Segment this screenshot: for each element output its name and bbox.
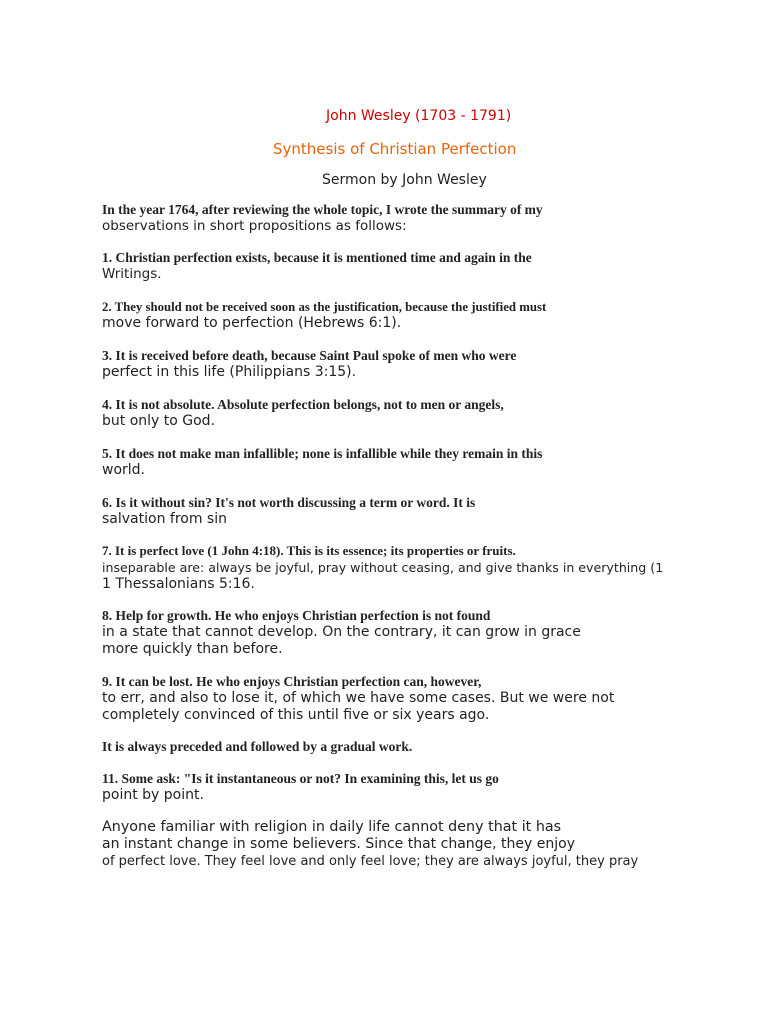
paragraph-text-line: completely convinced of this until five or six years ago. xyxy=(102,707,490,723)
paragraph-text-line: in a state that cannot develop. On the contrary, it can grow in grace xyxy=(102,624,581,640)
proposition-2 xyxy=(102,299,546,332)
proposition-3 xyxy=(102,348,516,381)
paragraph-bold-line: 11. Some ask: "Is it instantaneous or not? In examining this, let us go xyxy=(102,771,499,786)
paragraph-text-line: inseparable are: always be joyful, pray without ceasing, and give thanks in everything (1 xyxy=(102,560,664,575)
paragraph-bold-line: 9. It can be lost. He who enjoys Christian perfection can, however, xyxy=(102,674,482,689)
paragraph-text-line: more quickly than before. xyxy=(102,641,283,657)
paragraph-text-line: world. xyxy=(102,462,145,478)
author-heading: John Wesley (1703 - 1791) xyxy=(326,108,512,124)
proposition-7 xyxy=(102,543,663,593)
paragraph-text-line: point by point. xyxy=(102,787,204,803)
proposition-9 xyxy=(102,674,614,724)
paragraph-text-line: Anyone familiar with religion in daily life cannot deny that it has xyxy=(102,819,562,835)
paragraph-text-line: salvation from sin xyxy=(102,511,227,527)
paragraph-text-line: an instant change in some believers. Since that change, they enjoy xyxy=(102,836,575,852)
paragraph-text-line: Writings. xyxy=(102,266,162,282)
paragraph-text-line: perfect in this life (Philippians 3:15). xyxy=(102,364,357,380)
paragraph-text-line: of perfect love. They feel love and only feel love; they are always joyful, they pray xyxy=(102,854,639,869)
proposition-8 xyxy=(102,608,581,658)
paragraph-bold-line: 3. It is received before death, because Saint Paul spoke of men who were xyxy=(102,348,517,363)
paragraph-text-line: 1 Thessalonians 5:16. xyxy=(102,576,255,592)
paragraph-bold-line: 7. It is perfect love (1 John 4:18). This is its essence; its properties or fruits. xyxy=(102,543,516,558)
paragraph-text-line: but only to God. xyxy=(102,413,216,429)
intro-paragraph xyxy=(102,202,543,235)
paragraph-bold-line: 1. Christian perfection exists, because it is mentioned time and again in the xyxy=(102,250,532,265)
paragraph-bold-line: 4. It is not absolute. Absolute perfection belongs, not to men or angels, xyxy=(102,397,504,412)
document-subtitle: Sermon by John Wesley xyxy=(322,172,487,188)
proposition-11 xyxy=(102,771,499,804)
proposition-10 xyxy=(102,739,412,755)
paragraph-bold-line: 6. Is it without sin? It's not worth discussing a term or word. It is xyxy=(102,495,476,510)
paragraph-text-line: observations in short propositions as follows: xyxy=(102,218,407,234)
paragraph-bold-line: 8. Help for growth. He who enjoys Christian perfection is not found xyxy=(102,608,491,623)
paragraph-bold-line: 2. They should not be received soon as the justification, because the justified must xyxy=(102,300,547,314)
paragraph-bold-line: It is always preceded and followed by a gradual work. xyxy=(102,739,413,754)
paragraph-bold-line: In the year 1764, after reviewing the whole topic, I wrote the summary of my xyxy=(102,202,543,217)
closing-paragraph xyxy=(102,819,638,870)
proposition-6 xyxy=(102,495,475,528)
proposition-1 xyxy=(102,250,532,283)
proposition-5 xyxy=(102,446,542,479)
paragraph-text-line: to err, and also to lose it, of which we have some cases. But we were not xyxy=(102,690,615,706)
paragraph-text-line: move forward to perfection (Hebrews 6:1). xyxy=(102,315,402,331)
paragraph-bold-line: 5. It does not make man infallible; none is infallible while they remain in this xyxy=(102,446,543,461)
document-title: Synthesis of Christian Perfection xyxy=(273,140,517,158)
proposition-4 xyxy=(102,397,504,430)
